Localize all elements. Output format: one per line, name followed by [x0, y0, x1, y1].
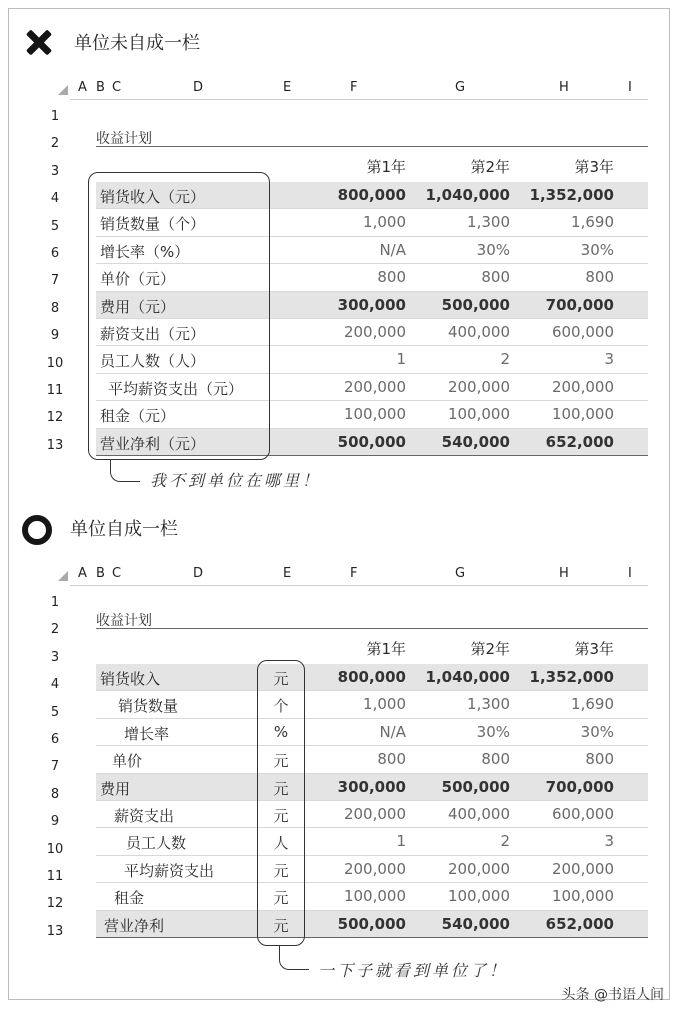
unit-cell: 元	[273, 806, 289, 825]
good-annotation: 一下子就看到单位了！	[318, 961, 509, 980]
row-number: 13	[46, 437, 64, 453]
column-header: H	[559, 80, 569, 95]
row-number: 3	[50, 163, 60, 179]
row-number: 1	[50, 109, 60, 124]
value-cell: 2	[500, 350, 510, 369]
value-cell: 200,000	[343, 322, 406, 341]
value-cell: 700,000	[545, 777, 614, 796]
value-cell: 200,000	[343, 804, 406, 823]
row-label: 销货数量	[118, 697, 179, 716]
row-number: 7	[50, 273, 60, 289]
value-cell: 800,000	[337, 668, 406, 686]
column-header: C	[112, 566, 122, 581]
value-cell: 500,000	[441, 777, 510, 796]
unit-cell: 元	[273, 752, 289, 771]
table-row	[96, 856, 648, 883]
value-cell: 1,040,000	[425, 668, 510, 686]
row-number-gutter	[40, 586, 70, 942]
value-cell: 200,000	[551, 859, 614, 878]
table-row	[96, 911, 648, 938]
value-cell: 800	[585, 750, 614, 769]
row-number: 6	[50, 731, 60, 747]
row-number: 6	[50, 245, 60, 261]
value-cell: N/A	[379, 240, 406, 259]
circle-mark-icon	[22, 515, 52, 545]
value-cell: 800	[377, 750, 406, 769]
column-header-row	[0, 76, 684, 100]
value-cell: 1,000	[363, 695, 406, 714]
row-label: 平均薪资支出（元）	[108, 379, 244, 398]
row-label: 销货收入	[100, 670, 161, 688]
row-number-gutter	[40, 100, 70, 456]
row-number: 10	[46, 355, 64, 371]
table-row	[96, 883, 648, 910]
column-header: G	[455, 80, 466, 95]
row-label: 员工人数（人）	[100, 352, 206, 371]
row-label: 费用	[100, 779, 131, 798]
value-cell: 652,000	[545, 914, 614, 933]
row-label: 营业净利（元）	[100, 434, 206, 453]
value-cell: 200,000	[343, 859, 406, 878]
row-number: 9	[50, 814, 60, 830]
row-number: 8	[50, 786, 60, 802]
value-cell: 600,000	[551, 804, 614, 823]
row-number: 9	[50, 328, 60, 344]
value-cell: 1,352,000	[529, 186, 614, 204]
year-header: 第3年	[574, 640, 614, 658]
table-row	[96, 828, 648, 855]
value-cell: 540,000	[441, 432, 510, 451]
year-header: 第2年	[470, 640, 510, 658]
value-cell: 100,000	[447, 405, 510, 424]
column-header: E	[283, 566, 292, 581]
value-cell: 3	[604, 350, 614, 369]
value-cell: 1,690	[571, 213, 614, 232]
row-label: 销货数量（个）	[100, 215, 206, 234]
column-header: B	[96, 80, 105, 95]
value-cell: 300,000	[337, 777, 406, 796]
row-label: 营业净利	[104, 916, 165, 935]
year-header: 第3年	[574, 158, 614, 176]
value-cell: 100,000	[343, 405, 406, 424]
value-cell: 200,000	[447, 377, 510, 396]
unit-column-highlight-box	[257, 660, 305, 946]
value-cell: 800	[377, 268, 406, 287]
value-cell: 540,000	[441, 914, 510, 933]
good-example-heading	[22, 510, 178, 546]
year-header: 第1年	[366, 158, 406, 176]
column-header: H	[559, 566, 569, 581]
row-number: 4	[50, 677, 60, 693]
table-row	[96, 746, 648, 773]
column-header: A	[78, 566, 87, 581]
value-cell: 800	[585, 268, 614, 287]
row-number: 2	[50, 622, 60, 638]
unit-cell: 元	[273, 779, 289, 798]
row-number: 8	[50, 300, 60, 316]
row-number: 5	[50, 704, 60, 720]
year-header: 第2年	[470, 158, 510, 176]
value-cell: N/A	[379, 722, 406, 741]
value-cell: 600,000	[551, 322, 614, 341]
table-row	[96, 691, 648, 718]
value-cell: 700,000	[545, 295, 614, 314]
row-number: 10	[46, 841, 64, 857]
watermark: 头条 @书语人间	[561, 987, 664, 1003]
row-label: 费用（元）	[100, 297, 176, 316]
row-number: 5	[50, 218, 60, 234]
value-cell: 1,000	[363, 213, 406, 232]
bad-example-heading	[22, 24, 200, 60]
row-number: 12	[46, 896, 64, 912]
row-label: 单价	[112, 752, 143, 771]
value-cell: 30%	[580, 722, 614, 741]
callout-connector	[110, 460, 140, 482]
value-cell: 30%	[476, 722, 510, 741]
row-number: 1	[50, 595, 60, 610]
row-number: 11	[46, 868, 64, 884]
table-row	[96, 801, 648, 828]
row-number: 13	[46, 923, 64, 939]
value-cell: 2	[500, 832, 510, 851]
row-label: 销货收入（元）	[100, 188, 206, 206]
column-header: I	[628, 80, 632, 95]
column-header: F	[350, 80, 358, 95]
unit-cell: 元	[273, 916, 289, 935]
table-row	[96, 774, 648, 801]
column-header: D	[193, 80, 204, 95]
value-cell: 300,000	[337, 295, 406, 314]
row-number: 4	[50, 191, 60, 207]
value-cell: 800,000	[337, 186, 406, 204]
table-caption: 收益计划	[96, 613, 152, 629]
label-unit-highlight-box	[88, 172, 270, 460]
column-header: B	[96, 566, 105, 581]
row-number: 2	[50, 136, 60, 152]
value-cell: 1,300	[467, 695, 510, 714]
unit-cell: 个	[273, 697, 289, 716]
row-label: 租金（元）	[100, 407, 176, 426]
value-cell: 1,690	[571, 695, 614, 714]
good-example-title: 单位自成一栏	[70, 519, 178, 540]
row-label: 增长率（%）	[100, 242, 190, 261]
value-cell: 200,000	[343, 377, 406, 396]
value-cell: 500,000	[337, 914, 406, 933]
callout-connector	[279, 946, 309, 970]
row-label: 薪资支出（元）	[100, 324, 206, 343]
value-cell: 200,000	[551, 377, 614, 396]
value-cell: 1	[396, 350, 406, 369]
value-cell: 652,000	[545, 432, 614, 451]
value-cell: 1,352,000	[529, 668, 614, 686]
value-cell: 100,000	[343, 887, 406, 906]
row-number: 3	[50, 649, 60, 665]
row-label: 单价（元）	[100, 270, 176, 289]
table-row	[96, 719, 648, 746]
table-caption: 收益计划	[96, 131, 152, 147]
value-cell: 400,000	[447, 322, 510, 341]
value-cell: 100,000	[551, 405, 614, 424]
column-header: D	[193, 566, 204, 581]
column-header: G	[455, 566, 466, 581]
row-label: 平均薪资支出	[124, 861, 215, 880]
row-number: 11	[46, 382, 64, 398]
unit-cell: 人	[273, 834, 289, 853]
year-header-row	[96, 638, 648, 662]
unit-cell: %	[273, 722, 289, 741]
value-cell: 1	[396, 832, 406, 851]
row-label: 增长率	[124, 724, 170, 743]
value-cell: 100,000	[551, 887, 614, 906]
column-header: E	[283, 80, 292, 95]
column-header: A	[78, 80, 87, 95]
value-cell: 100,000	[447, 887, 510, 906]
column-header: F	[350, 566, 358, 581]
unit-cell: 元	[273, 861, 289, 880]
value-cell: 500,000	[441, 295, 510, 314]
value-cell: 800	[481, 750, 510, 769]
value-cell: 1,300	[467, 213, 510, 232]
row-label: 员工人数	[126, 834, 187, 853]
column-header: I	[628, 566, 632, 581]
unit-cell: 元	[273, 889, 289, 908]
column-header-row	[0, 562, 684, 586]
row-label: 租金	[114, 889, 145, 908]
row-number: 12	[46, 410, 64, 426]
row-number: 7	[50, 759, 60, 775]
select-all-corner-icon	[58, 571, 68, 581]
select-all-corner-icon	[58, 85, 68, 95]
table-body	[96, 664, 648, 938]
unit-cell: 元	[273, 670, 289, 688]
value-cell: 200,000	[447, 859, 510, 878]
bad-example-title: 单位未自成一栏	[74, 33, 200, 54]
value-cell: 30%	[580, 240, 614, 259]
value-cell: 30%	[476, 240, 510, 259]
row-label: 薪资支出	[114, 806, 175, 825]
value-cell: 1,040,000	[425, 186, 510, 204]
year-header: 第1年	[366, 640, 406, 658]
value-cell: 400,000	[447, 804, 510, 823]
table-row	[96, 664, 648, 691]
value-cell: 500,000	[337, 432, 406, 451]
bad-annotation: 我不到单位在哪里！	[150, 471, 322, 490]
value-cell: 3	[604, 832, 614, 851]
value-cell: 800	[481, 268, 510, 287]
column-header: C	[112, 80, 122, 95]
cross-mark-icon	[22, 25, 56, 59]
